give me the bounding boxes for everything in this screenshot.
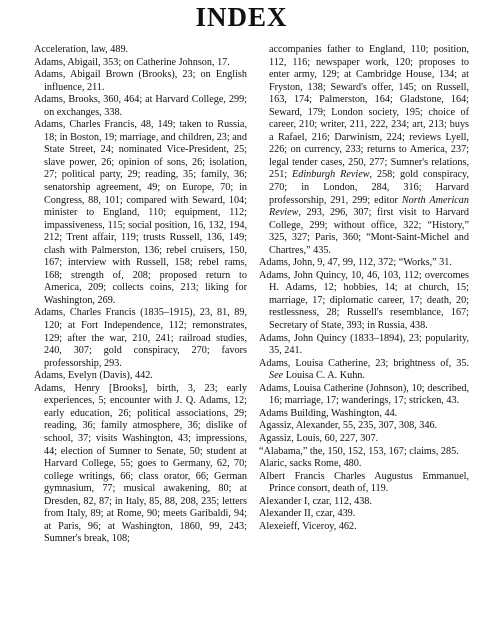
index-entry: Adams, John, 9, 47, 99, 112, 372; “Works,” 31. <box>259 257 452 269</box>
index-entry: Adams, Henry [Brooks], birth, 3, 23; early experiences, 5; encounter with J. Q. Adams, 12; early education, 26; political associations, 29; reading, 36; family atmosphere, 36; dislike of school, 37; visits Washington, 43; impressions, 44; election of Sumner to Senate, 50; student at Harvard College, 55; goes to Germany, 62, 70; college writings, 66; class orator, 66; German gymnasium, 77; musical awakening, 80; at Dresden, 82, 87; in Italy, 85, 88, 208, 235; letters from Italy, 89; at Rome, 90; meets Garibaldi, 94; at Paris, 96; at Washington, 1860, 99, 243; Sumner's break, 108; <box>34 382 247 545</box>
index-entry: Alexander I, czar, 112, 438. <box>259 495 372 507</box>
index-entry: Alexeieff, Viceroy, 462. <box>259 520 357 532</box>
index-entry: Adams, Abigail, 353; on Catherine Johnson, 17. <box>34 56 230 68</box>
index-entry: Adams Building, Washington, 44. <box>259 407 398 419</box>
index-entry: Albert Francis Charles Augustus Emmanuel, Prince consort, death of, 119. <box>259 470 469 495</box>
index-entry: Adams, John Quincy (1833–1894), 23; popularity, 35, 241. <box>259 332 469 357</box>
index-entry: Adams, Abigail Brown (Brooks), 23; on English influence, 211. <box>34 69 247 93</box>
index-entry: Adams, Charles Francis, 48, 149; taken to Russia, 18; in Boston, 19; marriage, and children, 23; and State Street, 24; nominated Vice-President, 25; slave power, 26; opinion of sons, 26; isolation, 27; political party, 29; reading, 35; family, 36; senatorship agreement, 49; on Europe, 70; in Congress, 88, 101; compared with Seward, 104; minister to England, 110; equipment, 112; impassiveness, 115; social position, 16, 132, 194, 212; Trent affair, 119; trusts Russell, 136, 149; clash with Palmerston, 136; rebel cruisers, 150, 167; interview with Russell, 158; rebel rams, 168; strength of, 208; proposed return to America, 209; collects coins, 213; liking for Washington, 269. <box>34 119 247 306</box>
index-entry: Adams, Louisa Catherine (Johnson), 10; described, 16; marriage, 17; wanderings, 17; stricken, 43. <box>259 382 469 407</box>
index-entry: Adams, Brooks, 360, 464; at Harvard College, 299; on exchanges, 338. <box>34 94 247 118</box>
index-entry: Adams, John Quincy, 10, 46, 103, 112; overcomes H. Adams, 12; hobbies, 14; at church, 15; marriage, 17; diplomatic career, 17; death, 20; restlessness, 28; Russell's resemblance, 167; Secretary of State, 393; in Russia, 438. <box>259 269 469 332</box>
index-entry: Agassiz, Louis, 60, 227, 307. <box>259 432 379 444</box>
index-column-left <box>34 44 247 546</box>
index-entry: Adams, Charles Francis (1835–1915), 23, 81, 89, 120; at Fort Independence, 112; remonstrates, 129; after the war, 210, 241; railroad studies, 240, 307; gold conspiracy, 270; favors professorship, 293. <box>34 307 247 369</box>
index-column-right <box>259 44 469 533</box>
index-entry: Acceleration, law, 489. <box>34 44 129 55</box>
index-entry-continued: accompanies father to England, 110; position, 112, 116; newspaper work, 120; proposes to enter army, 129; at Cambridge House, 134; at Fryston, 138; Seward's offer, 145; on Russell, 163, 174; Palmerston, 164; Gladstone, 164; Seward, 179; London society, 195; choice of career, 210; writer, 211, 222, 234; art, 213; buys a Rafael, 216; Darwinism, 224; reviews Lyell, 226; on currency, 233; returns to America, 237; legal tender cases, 250, 277; Sumner's relations, 251; Edinburgh Review, 258; gold conspiracy, 270; in London, 284, 316; Harvard professorship, 291, 299; editor North American Review, 293, 296, 307; first visit to Harvard College, 299; without office, 322; “History,” 325, 327; Paris, 360; “Mont-Saint-Michel and Chartres,” 435. <box>269 44 469 256</box>
page-title: INDEX <box>195 2 288 32</box>
index-entry: “Alabama,” the, 150, 152, 153, 167; claims, 285. <box>259 445 459 457</box>
index-entry: Adams, Evelyn (Davis), 442. <box>34 370 153 382</box>
index-entry: Alexander II, czar, 439. <box>259 508 356 520</box>
index-entry: Agassiz, Alexander, 55, 235, 307, 308, 346. <box>259 420 438 432</box>
index-entry: Adams, Louisa Catherine, 23; brightness of, 35. See Louisa C. A. Kuhn. <box>259 357 469 382</box>
index-entry: Alaric, sacks Rome, 480. <box>259 458 362 470</box>
